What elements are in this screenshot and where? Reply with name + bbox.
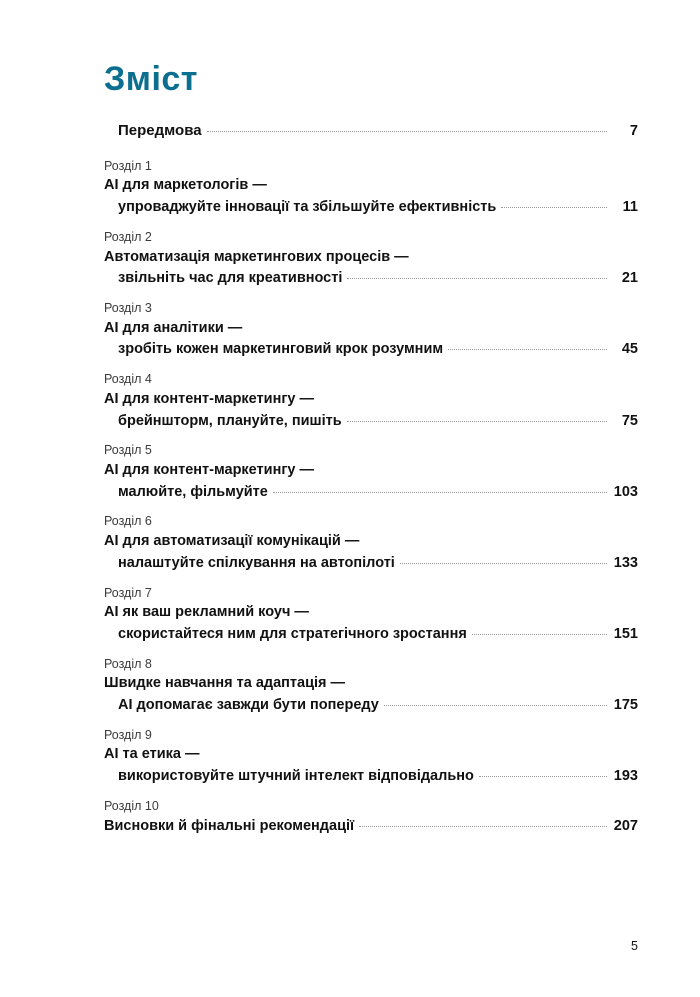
toc-entry-chapter-label: Розділ 8 — [104, 656, 152, 671]
toc-entry-chapter-label: Розділ 7 — [104, 585, 152, 600]
toc-entry-title-line: AI допомагає завжди бути попереду — [118, 697, 379, 713]
toc-entry-chapter-label: Розділ 5 — [104, 443, 152, 458]
leader-dots — [347, 278, 607, 279]
leader-dots — [479, 776, 607, 777]
toc-entry-chapter-10[interactable] — [104, 799, 638, 837]
toc-entry-title-line: звільніть час для креативності — [118, 270, 343, 287]
toc-entry-preface[interactable] — [104, 120, 638, 143]
toc-entry-chapter-3[interactable] — [104, 301, 638, 361]
toc-entry-title-line: скористайтеся ним для стратегічного зростання — [118, 625, 467, 642]
leader-dots — [273, 492, 607, 493]
toc-entry-chapter-5[interactable] — [104, 443, 638, 503]
toc-entry-title-line: AI як ваш рекламний коуч — — [104, 604, 309, 621]
toc-entry-page: 21 — [621, 270, 638, 287]
toc-entry-title-line: AI для автоматизації комунікацій — — [104, 533, 360, 549]
toc-entry-title-line: Передмова — [118, 122, 202, 139]
toc-entry-title-line: Автоматизація маркетингових процесів — — [104, 248, 409, 265]
toc-entry-page: 7 — [629, 123, 638, 139]
toc-entry-chapter-label: Розділ 2 — [104, 229, 152, 244]
toc-entry-chapter-6[interactable] — [104, 514, 638, 574]
toc-entry-title-line: AI для контент-маркетингу — — [104, 461, 314, 478]
toc-entry-chapter-1[interactable] — [104, 159, 638, 219]
toc-entry-chapter-label: Розділ 9 — [104, 727, 152, 742]
toc-entry-title-line: малюйте, фільмуйте — [118, 483, 268, 500]
leader-dots — [384, 705, 607, 706]
page-title: Зміст — [104, 60, 198, 98]
toc-entry-page: 133 — [613, 554, 638, 571]
toc-entry-chapter-label: Розділ 10 — [104, 798, 159, 813]
toc-entry-chapter-label: Розділ 1 — [104, 158, 152, 173]
toc-entry-title-line: використовуйте штучний інтелект відповідально — [118, 768, 474, 785]
leader-dots — [207, 131, 607, 132]
toc-entry-chapter-7[interactable] — [104, 586, 638, 646]
toc-entry-page: 45 — [621, 341, 638, 358]
toc-entry-chapter-label: Розділ 3 — [104, 301, 152, 315]
leader-dots — [347, 421, 607, 422]
leader-dots — [501, 207, 607, 208]
toc-entry-page: 151 — [613, 625, 638, 642]
toc-entry-title-line: упроваджуйте інновації та збільшуйте ефективність — [118, 199, 497, 216]
toc-entry-title-line: налаштуйте спілкування на автопілоті — [118, 554, 395, 571]
page-folio: 5 — [631, 939, 638, 953]
toc-entry-title-line: AI для контент-маркетингу — — [104, 390, 314, 407]
toc-entry-page: 175 — [613, 697, 638, 713]
toc-entry-chapter-label: Розділ 4 — [104, 372, 152, 387]
toc-entry-chapter-4[interactable] — [104, 372, 638, 432]
leader-dots — [359, 826, 607, 827]
toc-entry-title-line: Швидке навчання та адаптація — — [104, 675, 346, 692]
toc-entry-chapter-2[interactable] — [104, 230, 638, 290]
toc-entry-title-line: Висновки й фінальні рекомендації — [104, 817, 355, 834]
toc-entry-title-line: AI та етика — — [104, 746, 200, 763]
leader-dots — [400, 563, 607, 564]
toc-entry-title-line: брейншторм, плануйте, пишіть — [118, 412, 342, 429]
toc-entry-page: 193 — [613, 768, 638, 785]
leader-dots — [472, 634, 607, 635]
toc-entry-chapter-9[interactable] — [104, 728, 638, 788]
toc-entry-page: 207 — [613, 817, 638, 834]
toc-entry-list — [104, 120, 638, 848]
toc-entry-chapter-8[interactable] — [104, 657, 638, 717]
toc-entry-page: 75 — [621, 412, 638, 429]
toc-entry-title-line: зробіть кожен маркетинговий крок розумним — [118, 341, 444, 358]
toc-entry-title-line: AI для аналітики — — [104, 319, 243, 336]
toc-entry-chapter-label: Розділ 6 — [104, 514, 152, 529]
toc-entry-title-line: AI для маркетологів — — [104, 177, 267, 194]
leader-dots — [448, 349, 607, 350]
toc-entry-page: 103 — [613, 483, 638, 500]
toc-entry-page: 11 — [622, 199, 638, 216]
